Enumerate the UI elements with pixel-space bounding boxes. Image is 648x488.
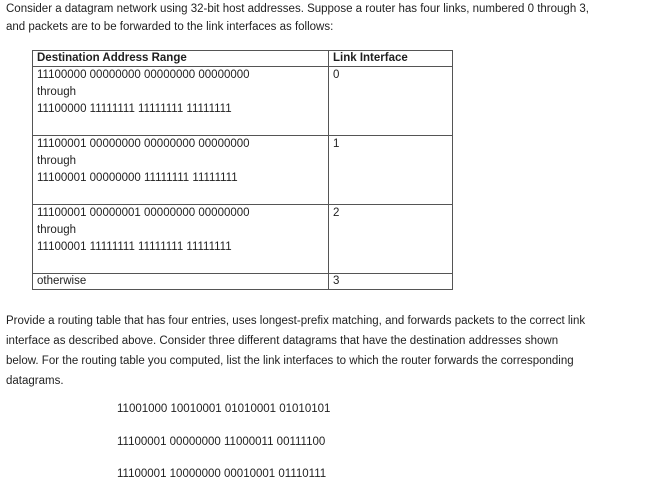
range-through: through: [37, 224, 77, 236]
intro-paragraph: [6, 0, 642, 36]
table-header-row: [33, 51, 453, 67]
range-to: 11100001 11111111 11111111 11111111: [37, 241, 232, 253]
intro-line-1: Consider a datagram network using 32-bit host addresses. Suppose a router has four links, numbered 0 through 3,: [6, 3, 590, 15]
forwarding-table: [32, 50, 453, 290]
question-line-4: datagrams.: [6, 375, 64, 387]
iface-cell: 2: [329, 205, 453, 262]
question-line-1: Provide a routing table that has four entries, uses longest-prefix matching, and forwards packets to the correct link: [6, 315, 586, 327]
table-row: [33, 67, 453, 124]
question-line-2: interface as described above. Consider three different datagrams that have the destination addresses shown: [6, 335, 559, 347]
table-spacer: [33, 123, 453, 136]
header-link-interface: Link Interface: [329, 51, 453, 67]
table-row: [33, 136, 453, 193]
range-through: through: [37, 155, 77, 167]
iface-cell: 0: [329, 67, 453, 124]
range-through: through: [37, 86, 77, 98]
table-row-otherwise: [33, 274, 453, 290]
address-3: 11100001 10000000 00010001 01110111: [117, 468, 327, 480]
range-from: 11100000 00000000 00000000 00000000: [37, 69, 250, 81]
iface-cell: 1: [329, 136, 453, 193]
table-spacer: [33, 192, 453, 205]
range-from: 11100001 00000001 00000000 00000000: [37, 207, 250, 219]
range-cell: [33, 67, 329, 124]
range-to: 11100001 00000000 11111111 11111111: [37, 172, 238, 184]
range-cell: [33, 136, 329, 193]
address-1: 11001000 10010001 01010001 01010101: [117, 403, 331, 415]
table-spacer: [33, 261, 453, 274]
range-cell: [33, 205, 329, 262]
range-from: 11100001 00000000 00000000 00000000: [37, 138, 250, 150]
address-2: 11100001 00000000 11000011 00111100: [117, 436, 326, 448]
header-destination-range: Destination Address Range: [33, 51, 329, 67]
intro-line-2: and packets are to be forwarded to the link interfaces as follows:: [6, 21, 334, 33]
question-paragraph: [6, 311, 634, 391]
question-line-3: below. For the routing table you computed, list the link interfaces to which the router forwards the corresponding: [6, 355, 574, 367]
range-to: 11100000 11111111 11111111 11111111: [37, 103, 232, 115]
otherwise-cell: otherwise: [33, 274, 329, 290]
table-row: [33, 205, 453, 262]
iface-cell: 3: [329, 274, 453, 290]
